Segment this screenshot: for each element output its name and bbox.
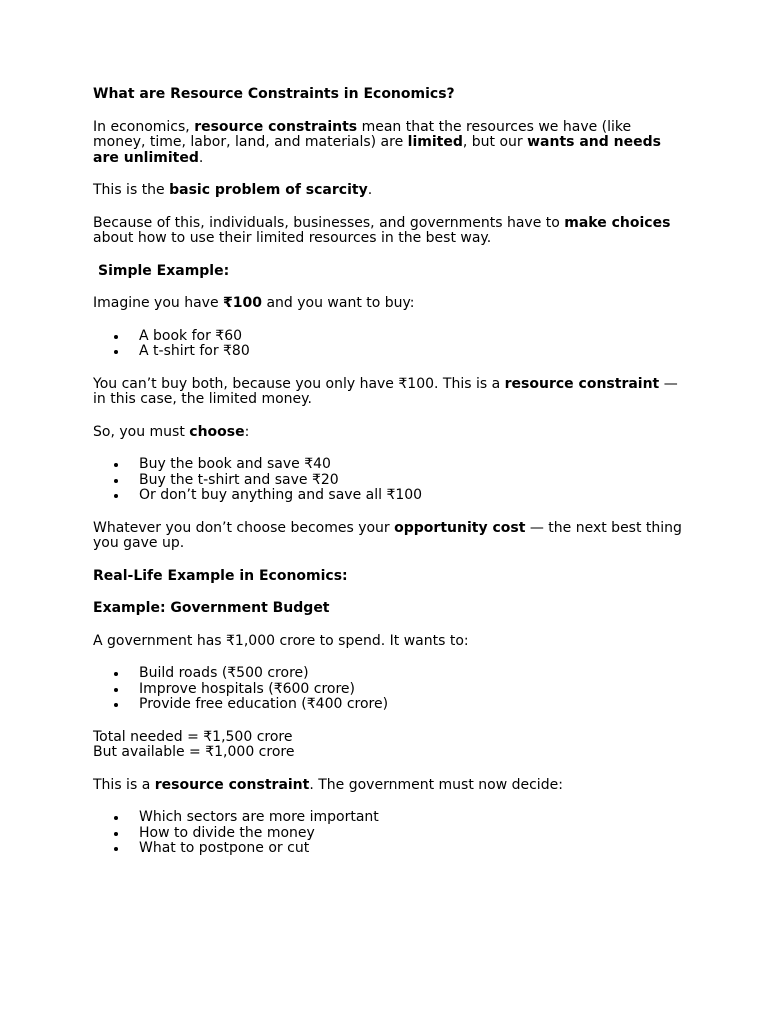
list-item: Which sectors are more important bbox=[139, 810, 683, 826]
simple-example-heading: Simple Example: bbox=[98, 262, 230, 279]
government-budget-heading: Example: Government Budget bbox=[93, 600, 330, 616]
imagine-paragraph: Imagine you have ₹100 and you want to buy: bbox=[93, 295, 415, 311]
government-intro-paragraph: A government has ₹1,000 crore to spend. It wants to: bbox=[93, 632, 469, 649]
list-item: Or don’t buy anything and save all ₹100 bbox=[139, 488, 683, 504]
government-wants-list bbox=[93, 666, 683, 713]
decide-list bbox=[93, 810, 683, 857]
decide-paragraph: This is a resource constraint. The government must now decide: bbox=[93, 776, 563, 793]
available-line: But available = ₹1,000 crore bbox=[93, 744, 295, 760]
list-item: Build roads (₹500 crore) bbox=[139, 666, 683, 682]
list-item: What to postpone or cut bbox=[139, 841, 683, 857]
document-title: What are Resource Constraints in Economics? bbox=[93, 86, 455, 102]
choices-paragraph: Because of this, individuals, businesses, and governments have to make choices about how to use their limited resources in the best way. bbox=[93, 214, 671, 246]
list-item: How to divide the money bbox=[139, 826, 683, 842]
intro-paragraph: In economics, resource constraints mean that the resources we have (like money, time, labor, land, and materials) are limited, but our wants and needs are unlimited. bbox=[93, 118, 661, 166]
list-item: A book for ₹60 bbox=[139, 329, 683, 345]
list-item: Improve hospitals (₹600 crore) bbox=[139, 682, 683, 698]
must-choose-paragraph: So, you must choose: bbox=[93, 423, 250, 440]
total-needed-line: Total needed = ₹1,500 crore bbox=[93, 728, 293, 745]
list-item: Provide free education (₹400 crore) bbox=[139, 697, 683, 713]
opportunity-cost-paragraph: Whatever you don’t choose becomes your opportunity cost — the next best thing you gave up. bbox=[93, 519, 682, 551]
list-item: Buy the t-shirt and save ₹20 bbox=[139, 473, 683, 489]
choice-list bbox=[93, 457, 683, 504]
list-item: A t-shirt for ₹80 bbox=[139, 344, 683, 360]
buy-list bbox=[93, 329, 683, 360]
document-page bbox=[93, 87, 683, 874]
cant-buy-paragraph: You can’t buy both, because you only have ₹100. This is a resource constraint — in this case, the limited money. bbox=[93, 375, 678, 407]
scarcity-paragraph: This is the basic problem of scarcity. bbox=[93, 182, 373, 198]
real-life-heading: Real-Life Example in Economics: bbox=[93, 567, 348, 584]
list-item: Buy the book and save ₹40 bbox=[139, 457, 683, 473]
